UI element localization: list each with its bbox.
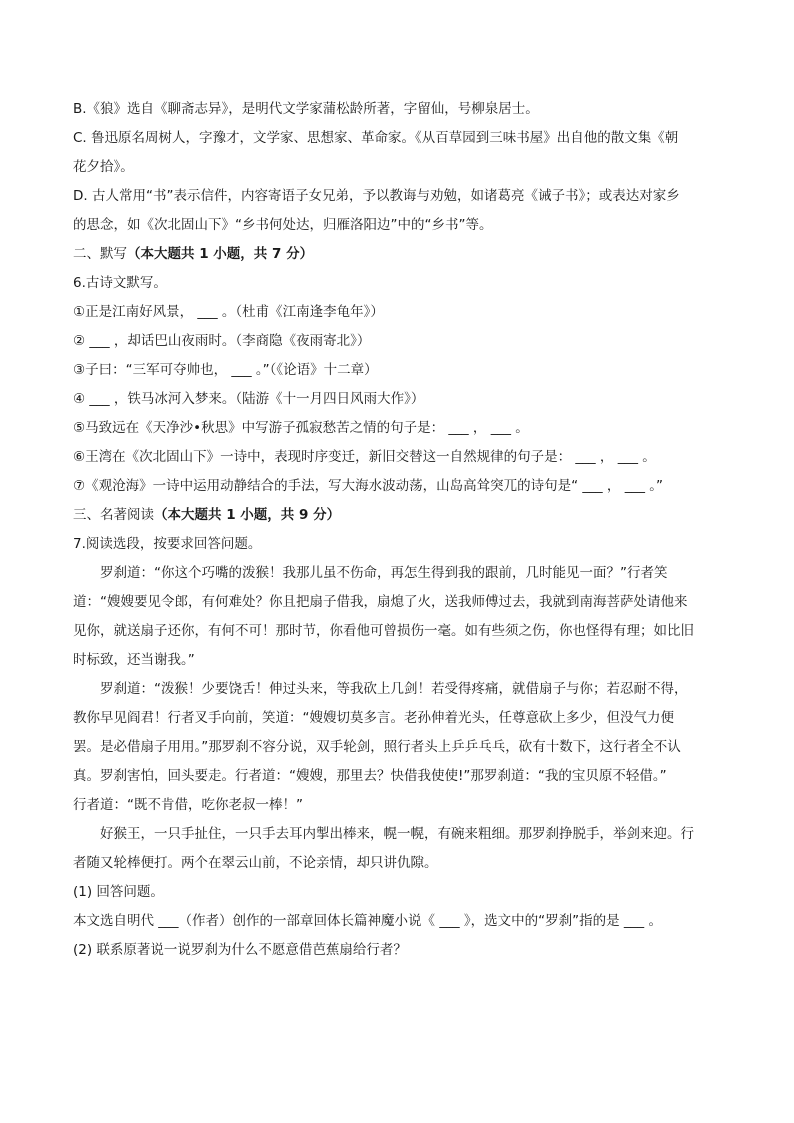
question-6-item-3: ③子曰：“三军可夺帅也， ___ 。”（《论语》十二章） <box>73 362 378 378</box>
section-3-note: （本大题共 1 小题，共 9 分） <box>154 507 341 523</box>
question-7-sub-1-label: (1) 回答问题。 <box>73 884 164 900</box>
option-d-line-1: D. 古人常用“书”表示信件，内容寄语子女兄弟，予以教诲与劝勉，如诸葛亮《诫子书》；或表达对家乡 <box>73 188 680 204</box>
passage-2-line-4: 真。罗刹害怕，回头要走。行者道：“嫂嫂，那里去？快借我使使!”那罗刹道：“我的宝贝原不轻借。” <box>73 768 667 784</box>
question-6-item-4: ④ ___ ，铁马冰河入梦来。（陆游《十一月四日风雨大作》） <box>73 391 425 407</box>
question-6-item-2: ② ___ ，却话巴山夜雨时。（李商隐《夜雨寄北》） <box>73 333 371 349</box>
passage-paragraph-2 <box>73 680 734 815</box>
question-7-stem: 7.阅读选段，按要求回答问题。 <box>73 536 262 552</box>
section-2-note: （本大题共 1 小题，共 7 分） <box>127 246 314 262</box>
passage-2-line-5: 行者道：“既不肯借，吃你老叔一棒！” <box>73 797 303 813</box>
section-2-heading <box>73 245 734 264</box>
passage-paragraph-3 <box>73 825 734 873</box>
question-6-item-1: ①正是江南好风景， ___ 。（杜甫《江南逢李龟年》） <box>73 304 384 320</box>
question-7-sub-2-label: (2) 联系原著说一说罗刹为什么不愿意借芭蕉扇给行者？ <box>73 942 407 958</box>
passage-1-line-1: 罗刹道：“你这个巧嘴的泼猴！我那儿虽不伤命，再怎生得到我的跟前，几时能见一面？”行者笑 <box>100 565 668 581</box>
question-6-item-7: ⑦《观沧海》一诗中运用动静结合的手法，写大海水波动荡，山岛高耸突兀的诗句是“ ___ ， ___ 。” <box>73 478 664 494</box>
section-3-title: 三、名著阅读 <box>73 507 154 523</box>
option-d-line-2: 的思念，如《次北固山下》“乡书何处达，归雁洛阳边”中的“乡书”等。 <box>73 217 493 233</box>
option-d <box>73 187 734 235</box>
option-b: B.《狼》选自《聊斋志异》，是明代文学家蒲松龄所著，字留仙，号柳泉居士。 <box>73 101 539 117</box>
question-6-stem: 6.古诗文默写。 <box>73 275 167 291</box>
section-2-title: 二、默写 <box>73 246 127 262</box>
section-3-heading <box>73 506 734 525</box>
passage-3-line-2: 者随又轮棒便打。两个在翠云山前，不论亲情，却只讲仇隙。 <box>73 855 438 871</box>
passage-2-line-3: 罢。是必借扇子用用。”那罗刹不容分说，双手轮剑，照行者头上乒乒乓乓，砍有十数下，这行者全不认 <box>73 739 681 755</box>
passage-1-line-4: 时标致，还当谢我。” <box>73 652 195 668</box>
passage-2-line-1: 罗刹道：“泼猴！少要饶舌！伸过头来，等我砍上几剑！若受得疼痛，就借扇子与你；若忍耐不得， <box>100 681 688 697</box>
question-7-sub-1-text: 本文选自明代 ___（作者）创作的一部章回体长篇神魔小说《 ___ 》，选文中的“罗刹”指的是 ___ 。 <box>73 913 662 929</box>
passage-1-line-2: 道：“嫂嫂要见令郎，有何难处？你且把扇子借我，扇熄了火，送我师傅过去，我就到南海菩萨处请他来 <box>73 594 688 610</box>
question-6-item-5: ⑤马致远在《天净沙•秋思》中写游子孤寂愁苦之情的句子是： ___ ， ___ 。 <box>73 420 529 436</box>
passage-3-line-1: 好猴王，一只手扯住，一只手去耳内掣出棒来，幌一幌，有碗来粗细。那罗刹挣脱手，举剑来迎。行 <box>100 826 694 842</box>
option-c <box>73 129 734 177</box>
passage-1-line-3: 见你，就送扇子还你，有何不可！那时节，你看他可曾损伤一毫。如有些须之伤，你也怪得有理；如比旧 <box>73 623 694 639</box>
question-6-item-6: ⑥王湾在《次北固山下》一诗中，表现时序变迁，新旧交替这一自然规律的句子是： ___ ， ___ 。 <box>73 449 656 465</box>
option-c-line-1: C. 鲁迅原名周树人，字豫才，文学家、思想家、革命家。《从百草园到三味书屋》出自他的散文集《朝 <box>73 130 679 146</box>
option-c-line-2: 花夕拾》。 <box>73 159 134 175</box>
passage-paragraph-1 <box>73 564 734 670</box>
passage-2-line-2: 教你早见阎君！行者叉手向前，笑道：“嫂嫂切莫多言。老孙伸着光头，任尊意砍上多少，但没气力便 <box>73 710 674 726</box>
